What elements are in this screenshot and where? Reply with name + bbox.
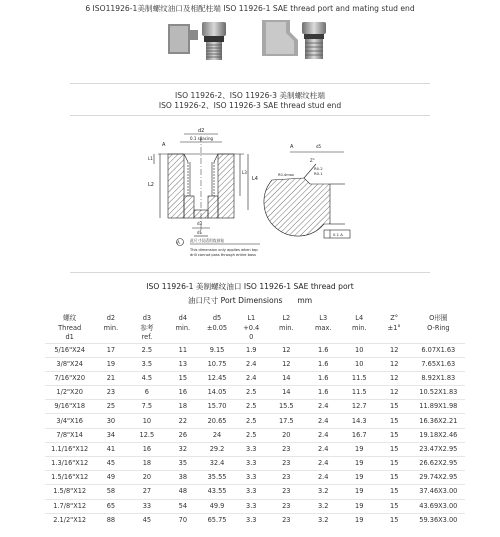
table-cell: 16 <box>127 442 166 456</box>
table-cell: 1.5/8"X12 <box>45 485 94 499</box>
table-cell: 49 <box>94 471 127 485</box>
table-cell: 19 <box>342 513 377 527</box>
dims-unit: mm <box>297 296 313 305</box>
table-cell: 15 <box>377 414 412 428</box>
header-cell <box>166 333 199 343</box>
table-row <box>45 471 465 485</box>
svg-text:L1: L1 <box>148 156 153 161</box>
header-cell: 0 <box>249 333 254 342</box>
table-cell: 43.55 <box>199 485 234 499</box>
header-row <box>45 333 465 343</box>
table-cell: 1/2"X20 <box>45 386 94 400</box>
table-cell: 10 <box>342 357 377 371</box>
table-cell: 7/16"X20 <box>45 371 94 385</box>
table-cell: 17 <box>94 343 127 357</box>
table-row <box>45 386 465 400</box>
table-row <box>45 428 465 442</box>
header-cell: L2 <box>282 313 291 322</box>
table-cell: 48 <box>166 485 199 499</box>
table-cell: 35.55 <box>199 471 234 485</box>
header-cell <box>342 333 377 343</box>
table-cell: 15 <box>377 400 412 414</box>
table-cell: 3.5 <box>127 357 166 371</box>
header-cell: min. <box>279 323 294 332</box>
table-cell: 12 <box>268 357 305 371</box>
table-row <box>45 457 465 471</box>
table-cell: 15 <box>377 499 412 513</box>
svg-text:drill cannot pass through enti: drill cannot pass through entire boss <box>190 253 256 257</box>
table-cell: 7/8"X14 <box>45 428 94 442</box>
table-cell: 21 <box>94 371 127 385</box>
table-cell: 3.3 <box>235 442 268 456</box>
table-cell: 16 <box>166 386 199 400</box>
table-cell: 23 <box>268 513 305 527</box>
svg-text:d2: d2 <box>198 128 205 134</box>
stud-title-cn: ISO 11926-2、ISO 11926-3 美制螺纹柱端 <box>175 91 325 100</box>
header-cell: +0.4 <box>243 323 260 332</box>
table-cell: 11 <box>166 343 199 357</box>
table-cell: 10.75 <box>199 357 234 371</box>
table-cell: 16.36X2.21 <box>412 414 465 428</box>
table-cell: 15.5 <box>268 400 305 414</box>
table-cell: 12 <box>377 343 412 357</box>
table-cell: 3.3 <box>235 485 268 499</box>
header-cell: min. <box>175 323 191 332</box>
table-row <box>45 400 465 414</box>
table-cell: 7.65X1.63 <box>412 357 465 371</box>
table-cell: 12 <box>377 386 412 400</box>
dims-title-cn: 油口尺寸 <box>187 296 219 305</box>
header-cell: min. <box>351 323 367 332</box>
header-cell: min. <box>103 323 119 332</box>
table-cell: 3/4"X16 <box>45 414 94 428</box>
table-row <box>45 343 465 357</box>
table-cell: 20.65 <box>199 414 234 428</box>
table-cell: 2.5 <box>235 414 268 428</box>
table-row <box>45 485 465 499</box>
table-cell: 4.5 <box>127 371 166 385</box>
table-cell: 11.5 <box>342 371 377 385</box>
table-row <box>45 414 465 428</box>
table-cell: 12 <box>377 357 412 371</box>
header-cell: L1 <box>247 313 256 322</box>
table-cell: 11.89X1.98 <box>412 400 465 414</box>
header-cell: O-Ring <box>427 323 450 332</box>
table-cell: 3.2 <box>305 499 342 513</box>
divider-1 <box>70 83 430 84</box>
table-cell: 20 <box>127 471 166 485</box>
table-cell: 2.4 <box>305 400 342 414</box>
table-row <box>45 357 465 371</box>
table-cell: 23 <box>268 485 305 499</box>
table-cell: 16.7 <box>342 428 377 442</box>
table-cell: 30 <box>94 414 127 428</box>
table-cell: 19 <box>342 485 377 499</box>
table-cell: 19.18X2.46 <box>412 428 465 442</box>
table-cell: 29.74X2.95 <box>412 471 465 485</box>
table-cell: 2.5 <box>235 386 268 400</box>
header-cell <box>377 333 412 343</box>
table-cell: 2.1/2"X12 <box>45 513 94 527</box>
table-cell: 1.6 <box>305 343 342 357</box>
table-cell: 10 <box>342 343 377 357</box>
table-cell: 15 <box>377 485 412 499</box>
table-cell: 6.07X1.63 <box>412 343 465 357</box>
dims-title <box>0 295 500 306</box>
stud-title-en: ISO 11926-2、ISO 11926-3 SAE thread stud end <box>158 101 342 110</box>
header-cell: 参考 <box>140 323 154 332</box>
table-cell: 65.75 <box>199 513 234 527</box>
table-cell: 2.4 <box>305 414 342 428</box>
svg-text:A: A <box>290 144 294 150</box>
header-cell: d2 <box>106 313 116 322</box>
table-cell: 15 <box>377 513 412 527</box>
table-cell: 1.3/16"X12 <box>45 457 94 471</box>
table-cell: 3.3 <box>235 499 268 513</box>
table-cell: 23.47X2.95 <box>412 442 465 456</box>
header-cell <box>412 333 465 343</box>
table-header <box>45 313 465 343</box>
table-cell: 13 <box>166 357 199 371</box>
table-cell: 15 <box>166 371 199 385</box>
svg-text:0.1 spacing: 0.1 spacing <box>190 136 214 141</box>
table-cell: 12.45 <box>199 371 234 385</box>
header-cell: d3 <box>142 313 152 322</box>
table-cell: 2.5 <box>127 343 166 357</box>
table-cell: 23 <box>268 471 305 485</box>
table-cell: 14 <box>268 386 305 400</box>
port-title: ISO 11926-1 美制螺纹油口 ISO 11926-1 SAE thread port <box>146 282 354 291</box>
port-dimensions-table <box>45 313 465 527</box>
header-cell: d4 <box>178 313 188 322</box>
table-cell: 26 <box>166 428 199 442</box>
svg-text:L2: L2 <box>148 182 154 188</box>
table-cell: 14.05 <box>199 386 234 400</box>
table-cell: 45 <box>127 513 166 527</box>
table-cell: 3.3 <box>235 471 268 485</box>
table-cell: 32 <box>166 442 199 456</box>
header-cell <box>94 333 127 343</box>
header-cell: Z° <box>390 313 399 322</box>
header-cell: Thread <box>58 323 82 332</box>
table-row <box>45 513 465 527</box>
table-cell: 2.4 <box>305 442 342 456</box>
table-cell: 65 <box>94 499 127 513</box>
table-cell: 9.15 <box>199 343 234 357</box>
divider-2 <box>70 115 430 116</box>
table-cell: 70 <box>166 513 199 527</box>
divider-3 <box>70 272 430 273</box>
label-a-left: A <box>162 142 166 148</box>
header-cell <box>199 333 234 343</box>
table-cell: 54 <box>166 499 199 513</box>
table-cell: 58 <box>94 485 127 499</box>
svg-text:R0.1: R0.1 <box>314 171 323 176</box>
table-cell: 2.5 <box>235 428 268 442</box>
table-cell: 19 <box>94 357 127 371</box>
svg-text:This dimension only applies wh: This dimension only applies when tap <box>190 248 258 252</box>
header-cell: ±1° <box>387 323 401 332</box>
table-cell: 7.5 <box>127 400 166 414</box>
table-cell: 15 <box>377 471 412 485</box>
header-cell <box>268 333 305 343</box>
table-cell: 2.4 <box>305 428 342 442</box>
table-cell: 3.3 <box>235 513 268 527</box>
port-technical-drawing <box>140 124 360 266</box>
svg-text:Z°: Z° <box>310 158 315 163</box>
table-cell: 15.70 <box>199 400 234 414</box>
header-cell: L4 <box>355 313 364 322</box>
table-cell: 45 <box>94 457 127 471</box>
table-cell: 19 <box>342 471 377 485</box>
table-cell: 2.4 <box>235 371 268 385</box>
table-cell: 2.4 <box>305 471 342 485</box>
table-cell: 88 <box>94 513 127 527</box>
table-cell: 2.4 <box>235 357 268 371</box>
table-cell: 1.9 <box>235 343 268 357</box>
svg-text:d3: d3 <box>197 221 203 226</box>
svg-text:d1: d1 <box>197 230 203 235</box>
svg-text:R0.4max: R0.4max <box>278 173 295 177</box>
table-cell: 3.3 <box>235 457 268 471</box>
table-cell: 41 <box>94 442 127 456</box>
header-cell: d5 <box>212 313 222 322</box>
header-cell: L3 <box>319 313 328 322</box>
table-cell: 19 <box>342 457 377 471</box>
table-cell: 59.36X3.00 <box>412 513 465 527</box>
svg-text:0.1 A: 0.1 A <box>333 232 343 237</box>
header-cell: ref. <box>141 333 153 342</box>
svg-text:A: A <box>177 240 180 245</box>
table-body <box>45 343 465 527</box>
table-cell: 49.9 <box>199 499 234 513</box>
table-cell: 20 <box>268 428 305 442</box>
table-cell: 3/8"X24 <box>45 357 94 371</box>
table-cell: 35 <box>166 457 199 471</box>
table-row <box>45 442 465 456</box>
table-cell: 38 <box>166 471 199 485</box>
header-row <box>45 313 465 323</box>
header-row <box>45 323 465 333</box>
table-cell: 3.2 <box>305 513 342 527</box>
table-cell: 9/16"X18 <box>45 400 94 414</box>
table-cell: 23 <box>268 442 305 456</box>
table-cell: 15 <box>377 442 412 456</box>
table-cell: 1.6 <box>305 386 342 400</box>
header-cell: ±0.05 <box>206 323 228 332</box>
table-cell: 33 <box>127 499 166 513</box>
table-cell: 12.5 <box>127 428 166 442</box>
table-cell: 3.2 <box>305 485 342 499</box>
table-cell: 23 <box>94 386 127 400</box>
table-cell: 14.3 <box>342 414 377 428</box>
table-cell: 8.92X1.83 <box>412 371 465 385</box>
table-cell: 23 <box>268 499 305 513</box>
svg-text:d5: d5 <box>316 144 322 149</box>
table-cell: 27 <box>127 485 166 499</box>
table-cell: 1.6 <box>305 357 342 371</box>
table-cell: 17.5 <box>268 414 305 428</box>
table-cell: 34 <box>94 428 127 442</box>
table-cell: 6 <box>127 386 166 400</box>
table-cell: 37.46X3.00 <box>412 485 465 499</box>
table-cell: 5/16"X24 <box>45 343 94 357</box>
table-cell: 29.2 <box>199 442 234 456</box>
table-cell: 2.5 <box>235 400 268 414</box>
fitting-photo-right <box>262 16 334 66</box>
fitting-photo-left <box>168 16 238 66</box>
table-cell: 22 <box>166 414 199 428</box>
table-cell: 12 <box>268 343 305 357</box>
table-cell: 12.7 <box>342 400 377 414</box>
table-cell: 15 <box>377 457 412 471</box>
table-row <box>45 371 465 385</box>
table-cell: 19 <box>342 442 377 456</box>
svg-text:此尺寸仅适用攻丝钻: 此尺寸仅适用攻丝钻 <box>190 238 225 243</box>
table-cell: 26.62X2.95 <box>412 457 465 471</box>
table-cell: 32.4 <box>199 457 234 471</box>
header-cell: O形圈 <box>429 313 448 322</box>
header-cell: d1 <box>65 333 74 342</box>
table-row <box>45 499 465 513</box>
dims-title-en: Port Dimensions <box>220 296 283 305</box>
table-cell: 2.4 <box>305 457 342 471</box>
table-cell: 18 <box>127 457 166 471</box>
table-cell: 12 <box>377 371 412 385</box>
table-cell: 25 <box>94 400 127 414</box>
table-cell: 11.5 <box>342 386 377 400</box>
top-title: 6 ISO11926-1美制螺纹油口及相配柱端 ISO 11926-1 SAE thread port and mating stud end <box>85 4 415 13</box>
table-cell: 10 <box>127 414 166 428</box>
svg-text:R0.2: R0.2 <box>314 166 323 171</box>
table-cell: 1.1/16"X12 <box>45 442 94 456</box>
table-cell: 14 <box>268 371 305 385</box>
svg-text:L3: L3 <box>242 170 247 175</box>
table-cell: 15 <box>377 428 412 442</box>
table-cell: 23 <box>268 457 305 471</box>
header-cell: 螺纹 <box>63 313 77 322</box>
svg-text:L4: L4 <box>252 176 258 182</box>
table-cell: 1.6 <box>305 371 342 385</box>
header-cell <box>305 333 342 343</box>
table-cell: 10.52X1.83 <box>412 386 465 400</box>
table-cell: 19 <box>342 499 377 513</box>
table-cell: 24 <box>199 428 234 442</box>
table-cell: 1.7/8"X12 <box>45 499 94 513</box>
table-cell: 1.5/16"X12 <box>45 471 94 485</box>
table-cell: 18 <box>166 400 199 414</box>
table-cell: 43.69X3.00 <box>412 499 465 513</box>
header-cell: max. <box>315 323 332 332</box>
